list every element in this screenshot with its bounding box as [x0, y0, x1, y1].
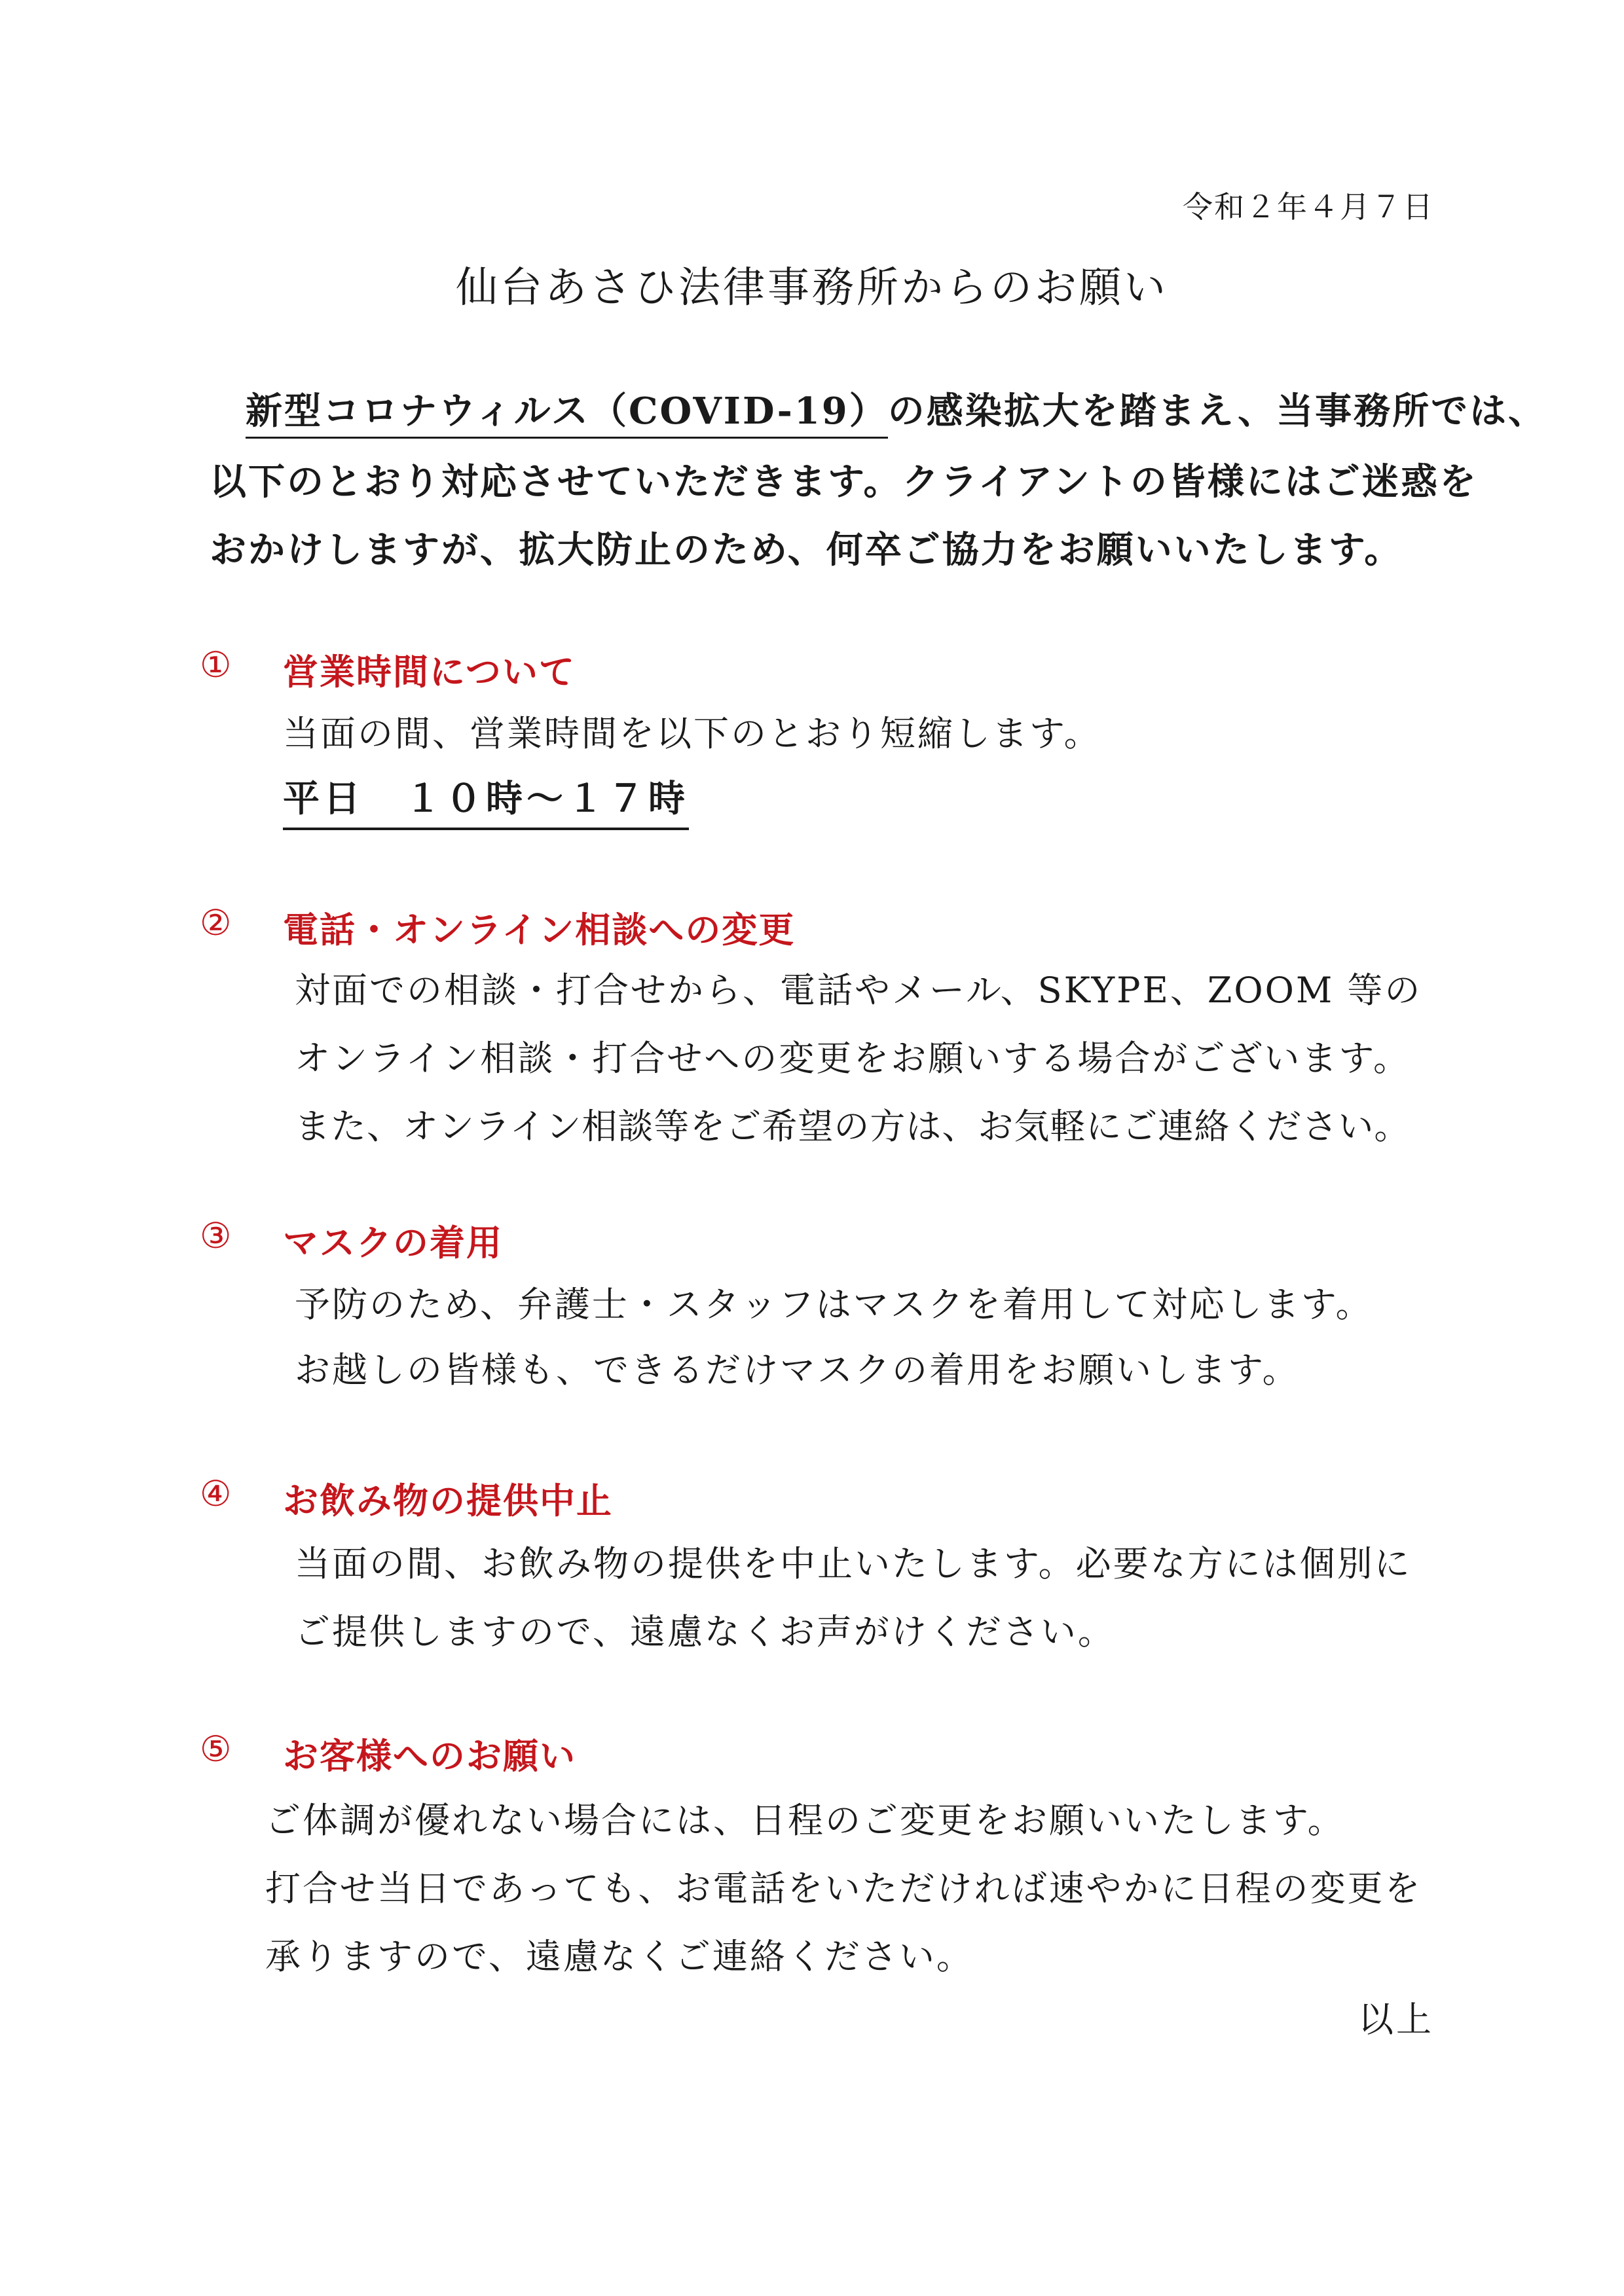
- intro-line-3: おかけしますが、拡大防止のため、何卒ご協力をお願いいたします。: [210, 528, 1403, 572]
- section-5-number: ⑤: [200, 1728, 232, 1770]
- section-5-line-3: 承りますので、遠慮なくご連絡ください。: [265, 1936, 974, 1977]
- document-title: 仙台あさひ法律事務所からのお願い: [456, 264, 1168, 312]
- intro-line-1-rest: の感染拡大を踏まえ、当事務所では、: [887, 390, 1547, 433]
- section-2-line-3: また、オンライン相談等をご希望の方は、お気軽にご連絡ください。: [295, 1106, 1411, 1147]
- section-5-heading: お客様へのお願い: [283, 1735, 576, 1777]
- section-4-line-2: ご提供しますので、遠慮なくお声がけください。: [295, 1611, 1115, 1652]
- intro-underlined-phrase: 新型コロナウィルス（COVID-19）: [246, 390, 888, 439]
- section-1-number: ①: [200, 644, 232, 685]
- section-3-number: ③: [200, 1215, 232, 1256]
- section-1-heading: 営業時間について: [283, 651, 576, 693]
- section-2-line-2: オンライン相談・打合せへの変更をお願いする場合がございます。: [295, 1038, 1411, 1079]
- section-2-number: ②: [200, 902, 232, 943]
- section-4-number: ④: [200, 1473, 232, 1514]
- document-date: 令和２年４月７日: [1183, 189, 1434, 225]
- closing-mark: 以上: [1358, 1999, 1434, 2040]
- section-2-line-1: 対面での相談・打合せから、電話やメール、SKYPE、ZOOM 等の: [295, 970, 1422, 1011]
- section-3-heading: マスクの着用: [283, 1222, 503, 1264]
- section-3-line-1: 予防のため、弁護士・スタッフはマスクを着用して対応します。: [295, 1284, 1373, 1325]
- intro-line-2: 以下のとおり対応させていただきます。クライアントの皆様にはご迷惑を: [210, 460, 1478, 503]
- section-1-line-1: 当面の間、営業時間を以下のとおり短縮します。: [283, 713, 1101, 754]
- section-5-line-1: ご体調が優れない場合には、日程のご変更をお願いいたします。: [265, 1800, 1345, 1841]
- section-2-heading: 電話・オンライン相談への変更: [283, 909, 796, 951]
- section-3-line-2: お越しの皆様も、できるだけマスクの着用をお願いします。: [295, 1349, 1300, 1391]
- business-hours: 平日 １０時〜１７時: [283, 770, 689, 830]
- intro-line-1: [246, 382, 1547, 435]
- section-4-heading: お飲み物の提供中止: [283, 1480, 613, 1522]
- section-5-line-2: 打合せ当日であっても、お電話をいただければ速やかに日程の変更を: [265, 1868, 1422, 1909]
- section-4-line-1: 当面の間、お飲み物の提供を中止いたします。必要な方には個別に: [295, 1543, 1412, 1584]
